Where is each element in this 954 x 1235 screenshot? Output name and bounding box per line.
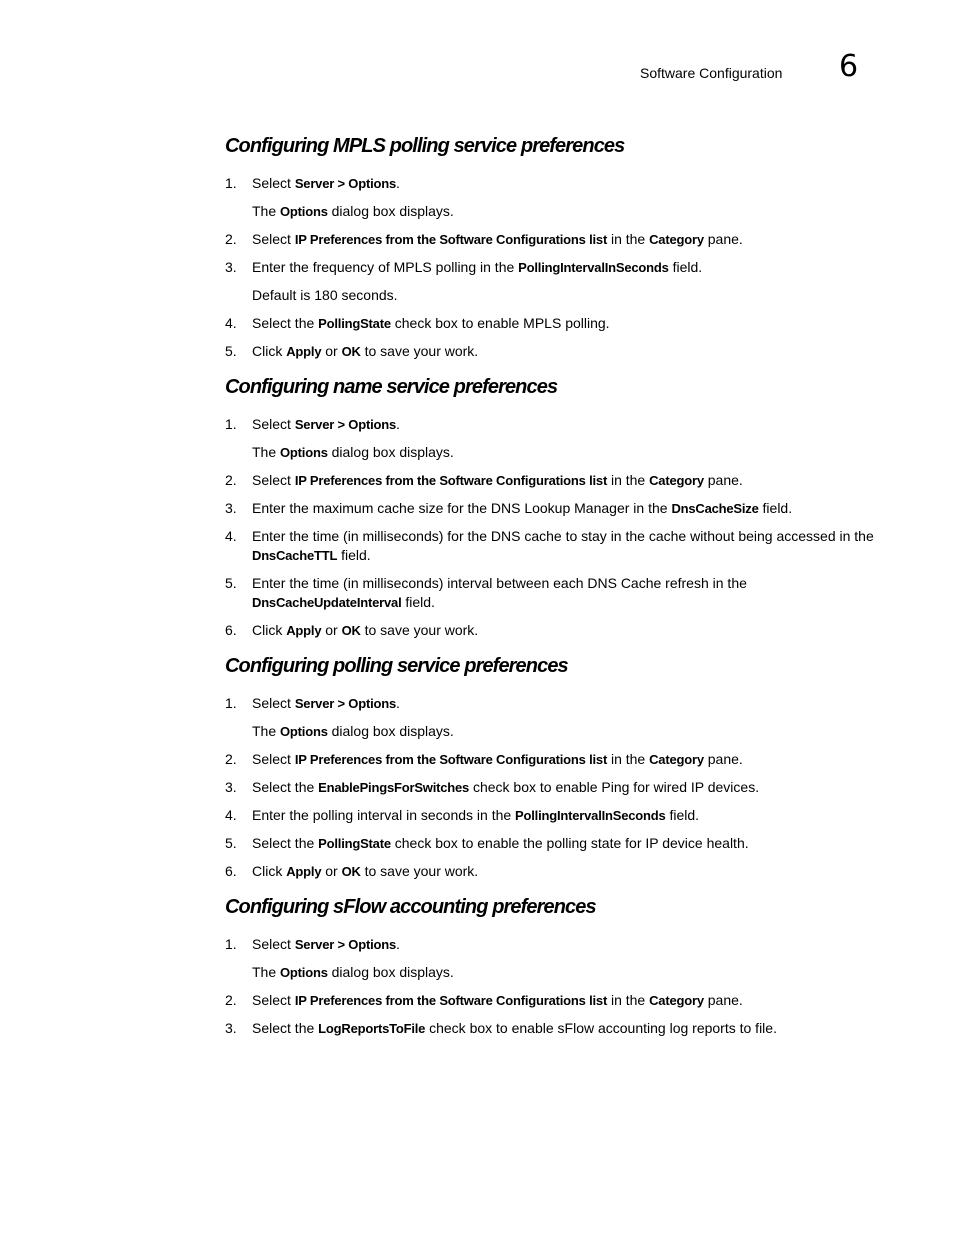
ui-term: OK — [341, 864, 361, 879]
step-body — [252, 528, 874, 563]
step-text: dialog box displays. — [327, 444, 454, 460]
step-text: Select the — [252, 1020, 319, 1036]
step-text: Enter the time (in milliseconds) for the DNS cache to stay in the cache without being accessed in the — [252, 528, 874, 544]
step-body — [252, 863, 478, 879]
ui-term: Server > Options — [294, 696, 397, 711]
section — [225, 130, 875, 361]
procedure-step — [225, 621, 875, 640]
step-body — [252, 1020, 777, 1036]
step-text: . — [396, 936, 400, 952]
step-text: check box to enable sFlow accounting log reports to file. — [425, 1020, 777, 1036]
step-number: 3. — [225, 779, 237, 795]
step-number: 2. — [225, 992, 237, 1008]
step-text: or — [321, 863, 342, 879]
step-text: The — [252, 444, 281, 460]
step-note — [252, 443, 875, 462]
step-body — [252, 695, 400, 711]
step-number: 4. — [225, 807, 237, 823]
ui-term: DnsCacheUpdateInterval — [252, 595, 402, 610]
step-body — [252, 622, 478, 638]
step-number: 3. — [225, 1020, 237, 1036]
step-text: Click — [252, 863, 287, 879]
step-body — [252, 500, 792, 516]
step-text: field. — [758, 500, 793, 516]
ui-term: DnsCacheSize — [671, 501, 759, 516]
step-number: 3. — [225, 259, 237, 275]
step-text: field. — [665, 807, 700, 823]
ui-term: IP Preferences from the Software Configurations list — [294, 752, 608, 767]
step-text: in the — [607, 751, 650, 767]
procedure-step — [225, 1019, 875, 1038]
step-text: check box to enable Ping for wired IP devices. — [469, 779, 760, 795]
ui-term: Server > Options — [294, 176, 397, 191]
step-body — [252, 779, 759, 795]
step-text: pane. — [703, 751, 743, 767]
step-text: Default is 180 seconds. — [252, 287, 398, 303]
section-heading: Configuring sFlow accounting preferences — [225, 896, 596, 918]
step-note — [252, 963, 875, 982]
ui-term: Apply — [286, 623, 322, 638]
section-heading: Configuring name service preferences — [225, 376, 558, 398]
step-text: Select — [252, 992, 295, 1008]
ui-term: Options — [280, 204, 328, 219]
step-number: 2. — [225, 472, 237, 488]
ui-term: IP Preferences from the Software Configurations list — [294, 473, 608, 488]
step-text: to save your work. — [360, 863, 479, 879]
step-body — [252, 343, 478, 359]
step-number: 5. — [225, 343, 237, 359]
ui-term: Apply — [286, 344, 322, 359]
step-text: check box to enable the polling state for IP device health. — [390, 835, 749, 851]
ui-term: Options — [280, 724, 328, 739]
step-body — [252, 315, 610, 331]
step-text: Select — [252, 936, 295, 952]
step-number: 6. — [225, 622, 237, 638]
step-number: 3. — [225, 500, 237, 516]
procedure-step — [225, 778, 875, 797]
step-text: . — [396, 695, 400, 711]
step-text: dialog box displays. — [327, 964, 454, 980]
step-body — [252, 231, 743, 247]
chapter-number: 6 — [839, 49, 859, 84]
step-text: The — [252, 203, 281, 219]
procedure-step — [225, 174, 875, 221]
ui-term: LogReportsToFile — [318, 1021, 426, 1036]
step-body — [252, 575, 747, 610]
step-number: 5. — [225, 575, 237, 591]
ui-term: Options — [280, 445, 328, 460]
procedure-step — [225, 258, 875, 305]
step-text: in the — [607, 231, 650, 247]
step-text: dialog box displays. — [327, 203, 454, 219]
procedure-step — [225, 750, 875, 769]
procedure-step — [225, 342, 875, 361]
step-body — [252, 416, 400, 432]
step-text: in the — [607, 992, 650, 1008]
ui-term: IP Preferences from the Software Configurations list — [294, 232, 608, 247]
step-number: 2. — [225, 751, 237, 767]
step-text: to save your work. — [360, 622, 479, 638]
ui-term: PollingState — [318, 316, 391, 331]
step-text: Select — [252, 751, 295, 767]
section — [225, 650, 875, 881]
section-heading: Configuring MPLS polling service preferences — [225, 135, 625, 157]
procedure-step — [225, 574, 875, 612]
step-text: The — [252, 964, 281, 980]
step-text: Enter the time (in milliseconds) interval between each DNS Cache refresh in the — [252, 575, 747, 591]
procedure-step — [225, 806, 875, 825]
ui-term: EnablePingsForSwitches — [318, 780, 470, 795]
section — [225, 371, 875, 640]
ui-term: OK — [341, 344, 361, 359]
procedure-step — [225, 991, 875, 1010]
ui-term: PollingIntervalInSeconds — [518, 260, 669, 275]
page-content — [225, 130, 875, 1048]
ui-term: Server > Options — [294, 937, 397, 952]
ui-term: PollingIntervalInSeconds — [515, 808, 666, 823]
step-text: field. — [337, 547, 371, 563]
procedure-step — [225, 694, 875, 741]
ui-term: DnsCacheTTL — [252, 548, 338, 563]
step-text: field. — [668, 259, 703, 275]
procedure-step — [225, 935, 875, 982]
section-heading: Configuring polling service preferences — [225, 655, 568, 677]
step-note — [252, 286, 875, 305]
step-body — [252, 259, 702, 275]
step-text: Enter the maximum cache size for the DNS Lookup Manager in the — [252, 500, 672, 516]
step-text: Enter the frequency of MPLS polling in the — [252, 259, 519, 275]
step-text: or — [321, 622, 342, 638]
ui-term: Server > Options — [294, 417, 397, 432]
step-text: Click — [252, 343, 287, 359]
step-text: Select the — [252, 315, 319, 331]
procedure-step — [225, 527, 875, 565]
step-body — [252, 472, 743, 488]
step-text: . — [396, 175, 400, 191]
step-text: dialog box displays. — [327, 723, 454, 739]
step-text: Click — [252, 622, 287, 638]
step-text: or — [321, 343, 342, 359]
procedure-step — [225, 471, 875, 490]
ui-term: Category — [649, 473, 704, 488]
procedure-step — [225, 862, 875, 881]
ui-term: PollingState — [318, 836, 391, 851]
step-number: 5. — [225, 835, 237, 851]
step-text: . — [396, 416, 400, 432]
step-number: 6. — [225, 863, 237, 879]
ui-term: Category — [649, 752, 704, 767]
chapter-title: Software Configuration — [640, 65, 783, 81]
step-text: Select — [252, 472, 295, 488]
step-text: pane. — [703, 472, 743, 488]
step-text: Select the — [252, 779, 319, 795]
step-number: 1. — [225, 695, 237, 711]
section — [225, 891, 875, 1038]
step-body — [252, 807, 699, 823]
step-number: 4. — [225, 315, 237, 331]
procedure-step — [225, 415, 875, 462]
ui-term: Options — [280, 965, 328, 980]
step-text: Select — [252, 695, 295, 711]
step-text: Select — [252, 416, 295, 432]
step-text: pane. — [703, 992, 743, 1008]
step-text: Select — [252, 175, 295, 191]
ui-term: Category — [649, 993, 704, 1008]
step-body — [252, 936, 400, 952]
step-body — [252, 992, 743, 1008]
procedure-step — [225, 314, 875, 333]
step-text: in the — [607, 472, 650, 488]
step-number: 2. — [225, 231, 237, 247]
step-text: to save your work. — [360, 343, 479, 359]
step-text: check box to enable MPLS polling. — [390, 315, 610, 331]
step-body — [252, 835, 749, 851]
step-text: field. — [401, 594, 435, 610]
step-note — [252, 202, 875, 221]
step-number: 1. — [225, 175, 237, 191]
step-text: Select — [252, 231, 295, 247]
step-text: Enter the polling interval in seconds in the — [252, 807, 516, 823]
step-text: Select the — [252, 835, 319, 851]
step-body — [252, 175, 400, 191]
procedure-step — [225, 834, 875, 853]
step-number: 1. — [225, 936, 237, 952]
ui-term: Apply — [286, 864, 322, 879]
procedure-step — [225, 230, 875, 249]
step-body — [252, 751, 743, 767]
step-note — [252, 722, 875, 741]
procedure-step — [225, 499, 875, 518]
ui-term: Category — [649, 232, 704, 247]
ui-term: OK — [341, 623, 361, 638]
step-number: 4. — [225, 528, 237, 544]
step-text: pane. — [703, 231, 743, 247]
ui-term: IP Preferences from the Software Configurations list — [294, 993, 608, 1008]
step-number: 1. — [225, 416, 237, 432]
step-text: The — [252, 723, 281, 739]
